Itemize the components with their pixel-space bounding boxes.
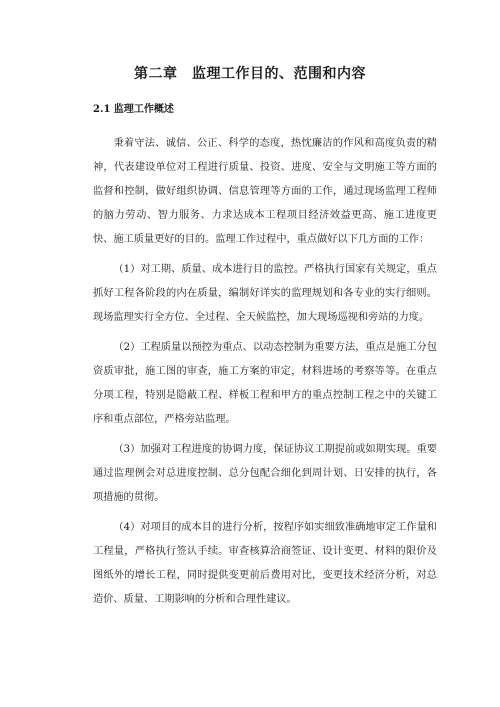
paragraph-item-2: （2）工程质量以预控为重点、以动态控制为重要方法，重点是施工分包资质审批，施工图的审查，施工方案的审定，材料进场的考察等等。在重点分项工程，特别是隐蔽工程、样板工程和甲方的重点控制工程之中的关键工序和重点部位，严格旁站监理。 <box>93 342 437 425</box>
paragraph-intro: 秉着守法、诚信、公正、科学的态度，热忱廉洁的作风和高度负责的精神，代表建设单位对工程进行质量、投资、进度、安全与文明施工等方面的监督和控制，做好组织协调、信息管理等方面的工作，通过现场监理工程师的脑力劳动、智力服务、力求达成本工程项目经济效益更高、施工进度更快、施工质量更好的目的。监理工作过程中，重点做好以下几方面的工作： <box>93 138 437 245</box>
paragraph-item-1: （1）对工期、质量、成本进行目的监控。严格执行国家有关规定，重点抓好工程各阶段的内在质量，编制好详实的监理规划和各专业的实行细则。现场监理实行全方位、全过程、全天候监控，加大现场巡视和旁站的力度。 <box>93 264 437 323</box>
document-body <box>93 132 437 618</box>
paragraph-item-3: （3）加强对工程进度的协调力度，保证协议工期提前或如期实现。重要通过监理例会对总进度控制、总分包配合细化到周计划、日安排的执行，各项措施的贯彻。 <box>93 444 437 503</box>
chapter-title: 第二章 监理工作目的、范围和内容 <box>134 66 366 82</box>
section-title: 2.1 监理工作概述 <box>93 104 174 115</box>
paragraph-item-4: （4）对项目的成本目的进行分析，按程序如实细致准确地审定工作量和工程量，严格执行签认手续。审查核算洽商签证、设计变更、材料的限价及图纸外的增长工程，同时提供变更前后费用对比，变更技术经济分析，对总造价、质量、工期影响的分析和合理性建议。 <box>93 522 437 605</box>
